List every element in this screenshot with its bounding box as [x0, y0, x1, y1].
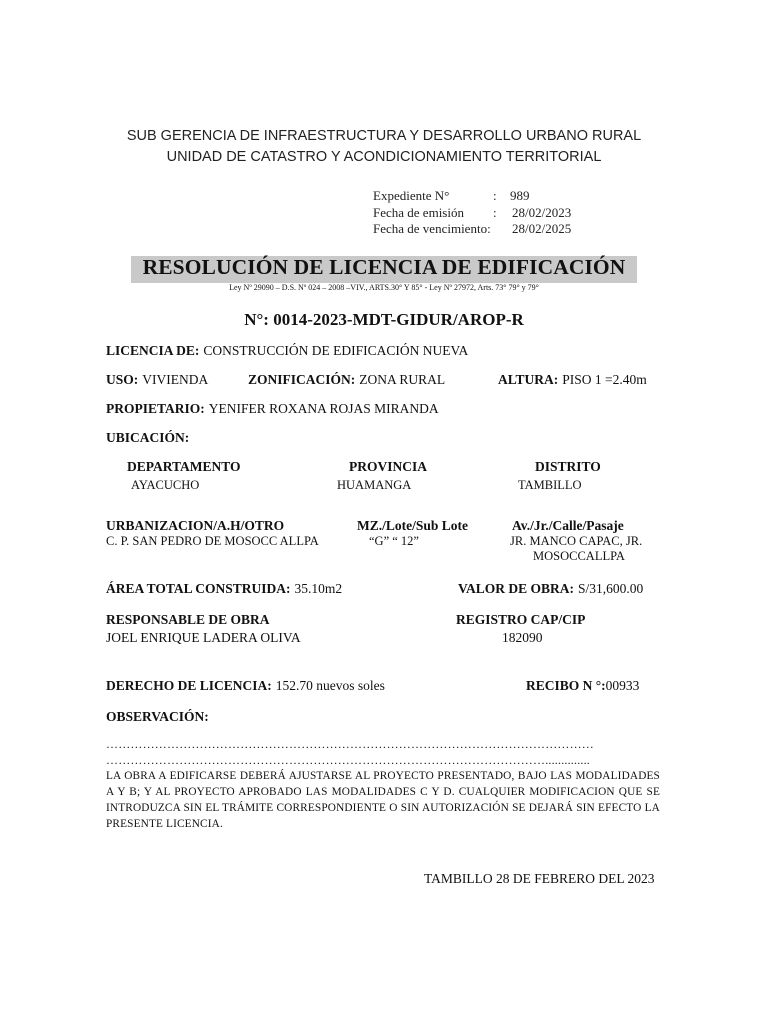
altura-label: ALTURA: — [498, 372, 559, 387]
urbanizacion-value: C. P. SAN PEDRO DE MOSOCC ALLPA — [106, 534, 319, 548]
responsable-label: RESPONSABLE DE OBRA — [106, 612, 270, 627]
document-title: RESOLUCIÓN DE LICENCIA DE EDIFICACIÓN — [142, 255, 626, 279]
derecho-label: DERECHO DE LICENCIA: — [106, 678, 272, 693]
vencimiento-label: Fecha de vencimiento: — [373, 221, 491, 236]
altura-row — [498, 371, 647, 389]
departamento-label: DEPARTAMENTO — [127, 459, 241, 474]
propietario-row — [106, 400, 439, 418]
lote-label: MZ./Lote/Sub Lote — [357, 518, 469, 533]
zonificacion-label: ZONIFICACIÓN: — [248, 372, 356, 387]
licencia-value: CONSTRUCCIÓN DE EDIFICACIÓN NUEVA — [203, 343, 469, 358]
recibo-value: 00933 — [605, 678, 640, 693]
registro-label: REGISTRO CAP/CIP — [456, 612, 586, 627]
propietario-label: PROPIETARIO: — [106, 401, 205, 416]
emision-colon: : — [493, 205, 497, 220]
expediente-colon: : — [493, 188, 497, 203]
header-line-2: UNIDAD DE CATASTRO Y ACONDICIONAMIENTO TERRITORIAL — [166, 149, 602, 165]
vencimiento-value: 28/02/2025 — [512, 221, 572, 236]
altura-value: PISO 1 =2.40m — [562, 372, 647, 387]
expediente-value: 989 — [510, 188, 530, 203]
ubicacion-label: UBICACIÓN: — [106, 430, 190, 445]
law-reference: Ley Nº 29090 – D.S. Nº 024 – 2008 –VIV., ARTS.30° Y 85° - Ley Nº 27972, Arts. 73° 79° y 79° — [229, 283, 539, 292]
calle-value-line1: JR. MANCO CAPAC, JR. — [510, 534, 643, 548]
responsable-value: JOEL ENRIQUE LADERA OLIVA — [106, 630, 301, 645]
uso-row — [106, 371, 208, 389]
calle-value-line2: MOSOCCALLPA — [533, 549, 625, 563]
recibo-row — [526, 677, 639, 695]
observacion-paragraph: LA OBRA A EDIFICARSE DEBERÁ AJUSTARSE AL PROYECTO PRESENTADO, BAJO LAS MODALIDADES A Y B; Y AL PROYECTO APROBADO LAS MODALIDADES C Y D. CUALQUIER MODIFICACION QUE SE INTRODUZCA SIN EL TRÁMITE CORRESPONDIENTE O SIN AUTORIZACIÓN SE DEJARÁ SIN EFECTO LA PRESENTE LICENCIA. — [106, 770, 660, 830]
uso-label: USO: — [106, 372, 139, 387]
area-label: ÁREA TOTAL CONSTRUIDA: — [106, 581, 291, 596]
resolution-number: N°: 0014-2023-MDT-GIDUR/AROP-R — [244, 310, 524, 329]
urbanizacion-label: URBANIZACION/A.H/OTRO — [106, 518, 285, 533]
area-value: 35.10m2 — [294, 581, 343, 596]
valor-obra-row — [458, 580, 643, 598]
valor-obra-value: S/31,600.00 — [578, 581, 644, 596]
lote-value: “G” “ 12” — [369, 534, 419, 548]
provincia-label: PROVINCIA — [349, 459, 428, 474]
header-line-1: SUB GERENCIA DE INFRAESTRUCTURA Y DESARROLLO URBANO RURAL — [126, 128, 642, 144]
expediente-label: Expediente N° — [373, 188, 450, 203]
observacion-dots-2: ……………………………………………………………………………………………….............. — [106, 753, 590, 767]
recibo-label: RECIBO N °: — [526, 678, 606, 693]
departamento-value: AYACUCHO — [131, 478, 200, 492]
licencia-label: LICENCIA DE: — [106, 343, 200, 358]
valor-obra-label: VALOR DE OBRA: — [458, 581, 575, 596]
observacion-label: OBSERVACIÓN: — [106, 709, 209, 724]
derecho-value: 152.70 nuevos soles — [275, 678, 385, 693]
licencia-row — [106, 342, 468, 360]
propietario-value: YENIFER ROXANA ROJAS MIRANDA — [208, 401, 439, 416]
zonificacion-row — [248, 371, 445, 389]
registro-value: 182090 — [502, 630, 543, 645]
calle-label: Av./Jr./Calle/Pasaje — [512, 518, 624, 533]
area-row — [106, 580, 342, 598]
derecho-row — [106, 677, 385, 695]
place-date: TAMBILLO 28 DE FEBRERO DEL 2023 — [424, 871, 655, 886]
emision-label: Fecha de emisión — [373, 205, 464, 220]
distrito-label: DISTRITO — [535, 459, 601, 474]
emision-value: 28/02/2023 — [512, 205, 572, 220]
uso-value: VIVIENDA — [142, 372, 209, 387]
observacion-dots-1: ………………………………………………………………………………………………………… — [106, 737, 594, 751]
distrito-value: TAMBILLO — [518, 478, 582, 492]
zonificacion-value: ZONA RURAL — [359, 372, 446, 387]
provincia-value: HUAMANGA — [337, 478, 412, 492]
